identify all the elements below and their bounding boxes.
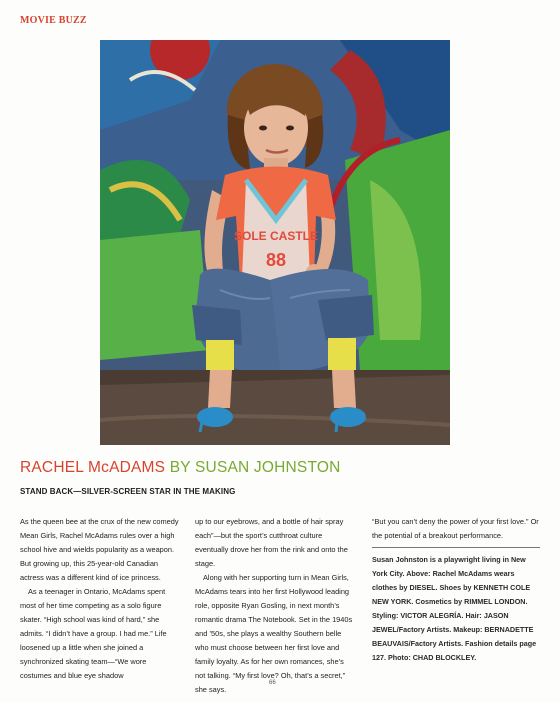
section-label: MOVIE BUZZ bbox=[20, 15, 87, 26]
article-column-3 bbox=[372, 515, 540, 551]
paragraph: As a teenager in Ontario, McAdams spent most of her time competing as a solo figure skater. “High school was kind of hard,” she admits. “I didn’t have a group. I had me.” Life loosened up a little when she joined a synchronized skating team—“We wore costumes and blue eye shadow bbox=[20, 587, 167, 680]
paragraph: “But you can’t deny the power of your first love.” Or the potential of a breakout performance. bbox=[372, 517, 539, 540]
article-column-2 bbox=[195, 515, 355, 697]
page-number: 66 bbox=[269, 680, 276, 686]
shirt-number: 88 bbox=[265, 250, 287, 270]
paragraph: Along with her supporting turn in Mean Girls, McAdams tears into her first Hollywood leading role, opposite Ryan Gosling, in next month’s romantic drama The Notebook. Set in the 1940s and ’50s, she plays a wealthy Southern belle who must choose between her first love and family loyalty. As for her own romances, she’s not talking. “My first love? Oh, that’s a secret,” she says. bbox=[195, 573, 353, 694]
paragraph: up to our eyebrows, and a bottle of hair spray each”—but the sport’s cutthroat culture eventually drove her from the rink and onto the stage. bbox=[195, 517, 348, 568]
deck: STAND BACK—SILVER-SCREEN STAR IN THE MAKING bbox=[20, 487, 236, 496]
photo-illustration bbox=[100, 40, 450, 445]
headline-byline: BY SUSAN JOHNSTON bbox=[169, 459, 341, 476]
article-column-1 bbox=[20, 515, 180, 683]
cover-photo bbox=[100, 40, 450, 445]
contributor-bio: Susan Johnston is a playwright living in New York City. Above: Rachel McAdams wears clothes by DIESEL. Shoes by KENNETH COLE NEW YORK. Cosmetics by RIMMEL LONDON. Styling: VICTOR ALEGRÍA. Hair: JASON JEWEL/Factory Artists. Makeup: BERNADETTE BEAUVAIS/Factory Artists. Fashion details page 127. Photo: CHAD BLOCKLEY. bbox=[372, 555, 537, 662]
paragraph: As the queen bee at the crux of the new comedy Mean Girls, Rachel McAdams rules over a high school hive and wields popularity as a weapon. But growing up, this 25-year-old Canadian actress was a different kind of ice princess. bbox=[20, 517, 179, 582]
shirt-text: SOLE CASTLE bbox=[233, 229, 319, 243]
bio-divider bbox=[372, 547, 540, 548]
headline-name: RACHEL McADAMS bbox=[20, 459, 166, 476]
headline bbox=[20, 459, 341, 477]
